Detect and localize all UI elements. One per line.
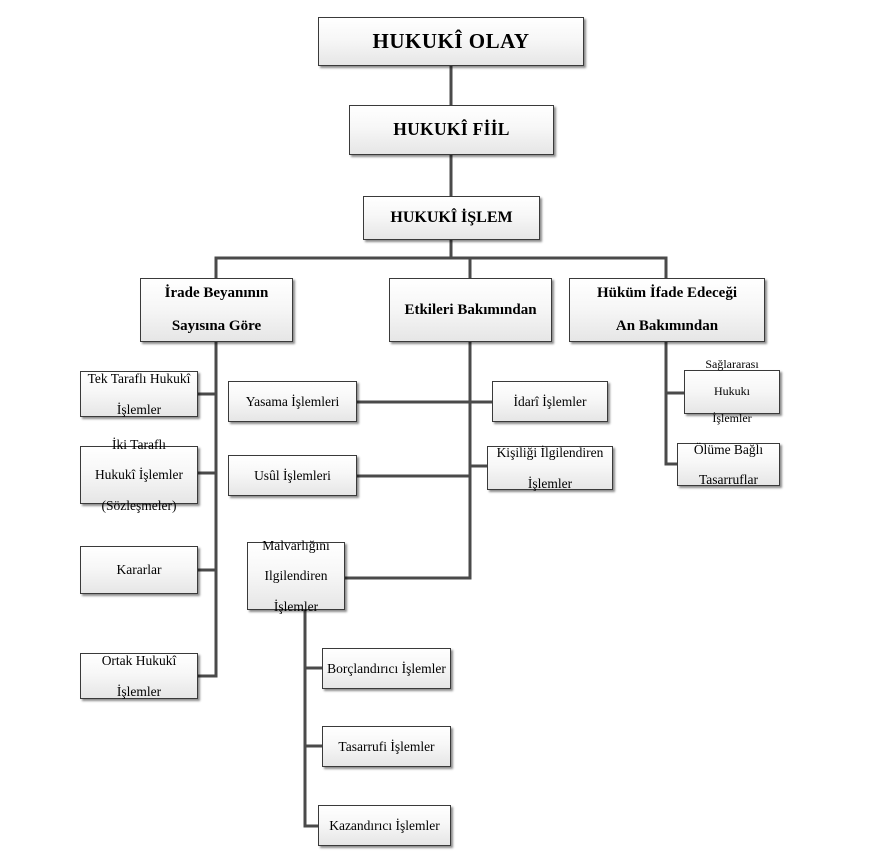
node-irade-label: İrade Beyanının Sayısına Göre <box>164 284 269 335</box>
node-kararlar <box>80 546 198 594</box>
node-olume-bagli-label: Ölüme Bağlı Tasarruflar <box>693 441 764 488</box>
node-kazandirici-islemler <box>318 805 451 846</box>
node-malvarligini-ilgilendiren-islemler <box>247 538 345 614</box>
node-hukuki-fiil-label: HUKUKÎ FİİL <box>393 119 510 140</box>
node-saglararasi-hukuki-islemler <box>684 357 780 426</box>
node-tek-tarafli-label: Tek Taraflı Hukukî İşlemler <box>87 371 191 417</box>
node-kararlar-label: Kararlar <box>116 562 162 578</box>
node-yasama-islemleri <box>228 381 357 422</box>
node-idari-label: İdarî İşlemler <box>513 393 587 409</box>
node-tek-tarafli-hukuki-islemler <box>80 371 198 417</box>
node-borclandirici-islemler <box>322 648 451 689</box>
node-hukuki-olay <box>318 17 584 66</box>
node-kisiligi-ilgilendiren-islemler <box>487 446 613 490</box>
node-tasarrufi-islemler <box>322 726 451 767</box>
node-hukum-label: Hüküm İfade Edeceği An Bakımından <box>596 284 737 335</box>
node-etkileri-bakimindan <box>389 278 552 342</box>
node-usul-label: Usûl İşlemleri <box>254 467 331 483</box>
node-etkileri-label: Etkileri Bakımından <box>404 301 537 318</box>
node-saglararasi-label: Sağlararası Hukukı İşlemler <box>705 357 759 426</box>
node-yasama-label: Yasama İşlemleri <box>245 393 340 409</box>
node-ortak-label: Ortak Hukukî İşlemler <box>101 653 177 699</box>
node-hukuki-islem-label: HUKUKÎ İŞLEM <box>390 209 513 227</box>
node-iki-tarafli-hukuki-islemler <box>80 437 198 513</box>
node-idari-islemler <box>492 381 608 422</box>
node-irade-beyaninin-sayisina-gore <box>140 278 293 342</box>
node-iki-tarafli-label: İki Taraflı Hukukî İşlemler (Sözleşmeler) <box>94 437 184 513</box>
node-kisilik-label: Kişiliği İlgilendiren İşlemler <box>496 445 604 491</box>
node-tasarrufi-label: Tasarrufi İşlemler <box>338 738 435 754</box>
node-olume-bagli-tasarruflar <box>677 443 780 486</box>
node-hukuki-islem <box>363 196 540 240</box>
node-hukuki-fiil <box>349 105 554 155</box>
node-malvarligi-label: Malvarlığını Ilgilendiren İşlemler <box>262 538 330 614</box>
node-usul-islemleri <box>228 455 357 496</box>
node-hukum-ifade-edecegi-an-bakimindan <box>569 278 765 342</box>
node-ortak-hukuki-islemler <box>80 653 198 699</box>
node-hukuki-olay-label: HUKUKÎ OLAY <box>372 28 530 53</box>
node-kazandirici-label: Kazandırıcı İşlemler <box>329 817 440 833</box>
node-borclandirici-label: Borçlandırıcı İşlemler <box>327 660 446 676</box>
